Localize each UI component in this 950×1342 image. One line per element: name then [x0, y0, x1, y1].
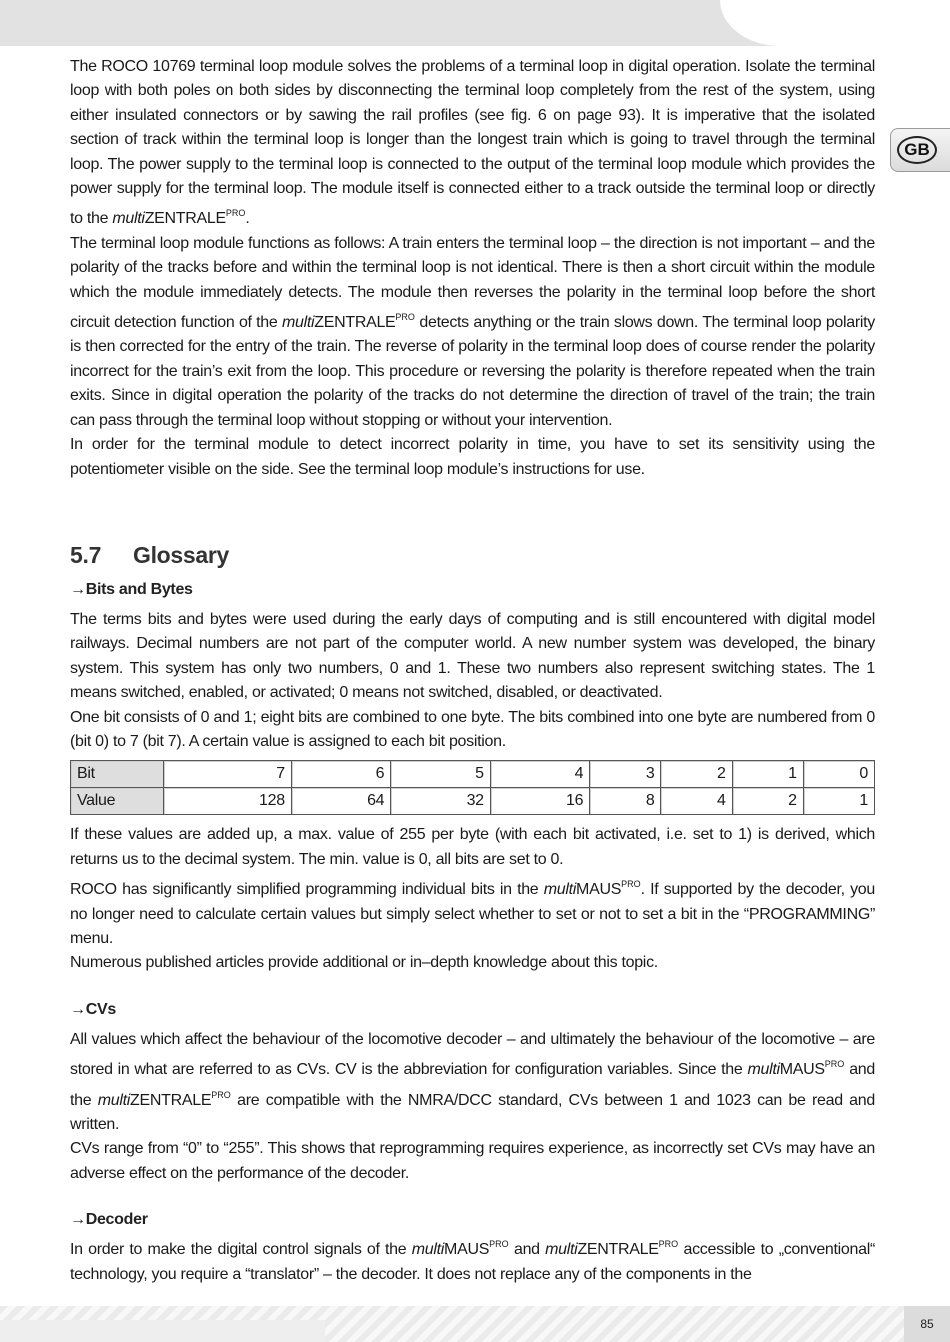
bits-paragraph-4: [70, 872, 875, 951]
brand-name: ZENTRALE: [144, 210, 226, 228]
cvs-paragraph-2: CVs range from “0” to “255”. This shows that reprogramming requires experience, as incorrectly set CVs may have an adverse effect on the performance of the decoder.: [70, 1140, 875, 1182]
row-header: Bit: [71, 761, 164, 788]
text-span: The terminal loop module functions as follows: A train enters the terminal loop – the direction is not important – and the polarity of the tracks before and within the terminal loop is not identical. There is then a short circuit within the module which the module immediately detects. The module then reverses the polarity in the terminal loop before the short circuit detection function of the: [70, 234, 875, 332]
entry-heading: Bits and Bytes: [85, 580, 193, 598]
entry-heading: CVs: [85, 1000, 116, 1018]
table-cell: 7: [164, 761, 292, 788]
table-cell: 2: [661, 761, 732, 788]
glossary-entry-cvs: [70, 998, 875, 1022]
brand-pro: PRO: [395, 312, 415, 323]
table-cell: 3: [590, 761, 661, 788]
terminal-loop-paragraph-3: In order for the terminal module to detect incorrect polarity in time, you have to set its sensitivity using the potentiometer visible on the side. See the terminal loop module’s instructions for use.: [70, 436, 875, 478]
text-span: detects anything or the train slows down. The terminal loop polarity is then corrected for the entry of the train. The reverse of polarity in the terminal loop does of course render the polarity incorrect for the train’s exit from the loop. This procedure or reversing the polarity is therefore repeated when the train exits. Since in digital operation the polarity of the tracks do not determine the direction of travel of the train; the train can pass through the terminal loop without stopping or without your intervention.: [70, 314, 875, 429]
brand-pro: PRO: [211, 1089, 231, 1100]
language-badge: GB: [897, 136, 937, 164]
text-span: In order to make the digital control signals of the: [70, 1241, 412, 1259]
bits-paragraph-3: If these values are added up, a max. value of 255 per byte (with each bit activated, i.e. set to 1) is derived, which returns us to the decimal system. The min. value is 0, all bits are set to 0.: [70, 826, 875, 868]
table-cell: 2: [732, 788, 803, 815]
terminal-loop-paragraph-2: [70, 232, 875, 433]
brand-name: MAUS: [779, 1061, 825, 1079]
brand-multizentrale-pro: [282, 314, 415, 331]
header-bar-curve: [720, 0, 950, 46]
brand-prefix: multi: [543, 881, 577, 899]
entry-heading: Decoder: [85, 1211, 148, 1229]
table-cell: 0: [803, 761, 874, 788]
table-row-bit: [71, 761, 875, 788]
bits-paragraph-1: The terms bits and bytes were used during the early days of computing and is still encountered with digital model railways. Decimal numbers are not part of the computer world. A new number system was developed, the binary system. This system has only two numbers, 0 and 1. These two numbers also represent switching states. The 1 means switched, enabled, or activated; 0 means not switched, disabled, or deactivated.: [70, 610, 875, 702]
brand-prefix: multi: [281, 314, 315, 332]
brand-multimaus-pro: [544, 881, 641, 898]
brand-name: ZENTRALE: [130, 1091, 212, 1109]
brand-pro: PRO: [621, 879, 641, 890]
brand-name: MAUS: [444, 1241, 490, 1259]
bit-value-table: [70, 760, 875, 815]
table-cell: 1: [732, 761, 803, 788]
text-span: are compatible with the NMRA/DCC standard, CVs between 1 and 1023 can be read and written.: [70, 1091, 875, 1133]
cvs-paragraph-1: [70, 1028, 875, 1138]
language-tab[interactable]: [890, 128, 950, 172]
table-cell: 5: [391, 761, 490, 788]
table-cell: 1: [803, 788, 874, 815]
page-number: 85: [904, 1306, 950, 1342]
text-span: The ROCO 10769 terminal loop module solves the problems of a terminal loop in digital operation. Isolate the terminal loop with both poles on both sides by disconnecting the terminal loop completely from the rest of the system, using either insulated connectors or by sawing the rail profiles (see fig. 6 on page 93). It is imperative that the isolated section of track within the terminal loop is longer than the longest train which is going to travel through the terminal loop. The power supply to the terminal loop is connected to the output of the terminal loop module which provides the power supply for the terminal loop. The module itself is connected either to a track outside the terminal loop or directly to the: [70, 58, 875, 228]
text-span: and the: [70, 1061, 875, 1109]
brand-multizentrale-pro: [97, 1089, 231, 1109]
text-span: .: [245, 210, 250, 228]
bits-paragraph-5: Numerous published articles provide additional or in–depth knowledge about this topic.: [70, 954, 658, 972]
brand-prefix: multi: [545, 1241, 578, 1259]
page-content: [70, 55, 875, 1287]
row-header: Value: [71, 788, 164, 815]
table-cell: 8: [590, 788, 661, 815]
decoder-paragraph-1: [70, 1232, 875, 1287]
table-row-value: [71, 788, 875, 815]
section-number: 5.7: [70, 541, 102, 568]
brand-multizentrale-pro: [545, 1241, 678, 1258]
text-span: accessible to „conventional“ technology, you require a “translator” – the decoder. It does not replace any of the components in the: [70, 1241, 875, 1283]
section-title: Glossary: [133, 541, 230, 568]
text-span: All values which affect the behaviour of the locomotive decoder – and ultimately the behaviour of the locomotive – are stored in what are referred to as CVs. CV is the abbreviation for configuration variables. Since the: [70, 1030, 875, 1079]
brand-pro: PRO: [658, 1239, 679, 1250]
text-span: ROCO has significantly simplified programming individual bits in the: [70, 881, 544, 899]
brand-prefix: multi: [411, 1241, 445, 1259]
brand-name: ZENTRALE: [314, 314, 396, 332]
arrow-right-icon: →: [70, 580, 86, 598]
table-cell: 16: [490, 788, 589, 815]
brand-name: MAUS: [576, 881, 622, 899]
glossary-entry-bits-and-bytes: [70, 578, 875, 602]
arrow-right-icon: →: [70, 1211, 86, 1229]
brand-pro: PRO: [824, 1059, 845, 1070]
brand-prefix: multi: [747, 1061, 780, 1079]
table-cell: 4: [490, 761, 589, 788]
header-bar: [0, 0, 950, 46]
brand-prefix: multi: [112, 210, 145, 228]
footer-box: [0, 1320, 325, 1342]
table-cell: 128: [164, 788, 292, 815]
text-span: . If supported by the decoder, you no longer need to calculate certain values but simply select whether to set or not to set a bit in the “PROGRAMMING” menu.: [70, 881, 876, 947]
arrow-right-icon: →: [70, 1000, 86, 1018]
table-cell: 6: [291, 761, 390, 788]
brand-prefix: multi: [97, 1091, 131, 1109]
section-heading-glossary: [70, 540, 875, 578]
table-cell: 64: [291, 788, 390, 815]
brand-pro: PRO: [489, 1239, 509, 1250]
brand-multimaus-pro: [412, 1241, 509, 1258]
brand-pro: PRO: [225, 208, 246, 219]
table-cell: 4: [661, 788, 732, 815]
brand-multizentrale-pro: [112, 210, 245, 227]
brand-multimaus-pro: [747, 1061, 844, 1078]
table-cell: 32: [391, 788, 490, 815]
terminal-loop-paragraph-1: [70, 55, 875, 232]
brand-name: ZENTRALE: [577, 1241, 659, 1259]
glossary-entry-decoder: [70, 1208, 875, 1232]
text-span: and: [508, 1241, 546, 1259]
bits-paragraph-2: One bit consists of 0 and 1; eight bits are combined to one byte. The bits combined into one byte are numbered from 0 (bit 0) to 7 (bit 7). A certain value is assigned to each bit position.: [70, 708, 875, 750]
